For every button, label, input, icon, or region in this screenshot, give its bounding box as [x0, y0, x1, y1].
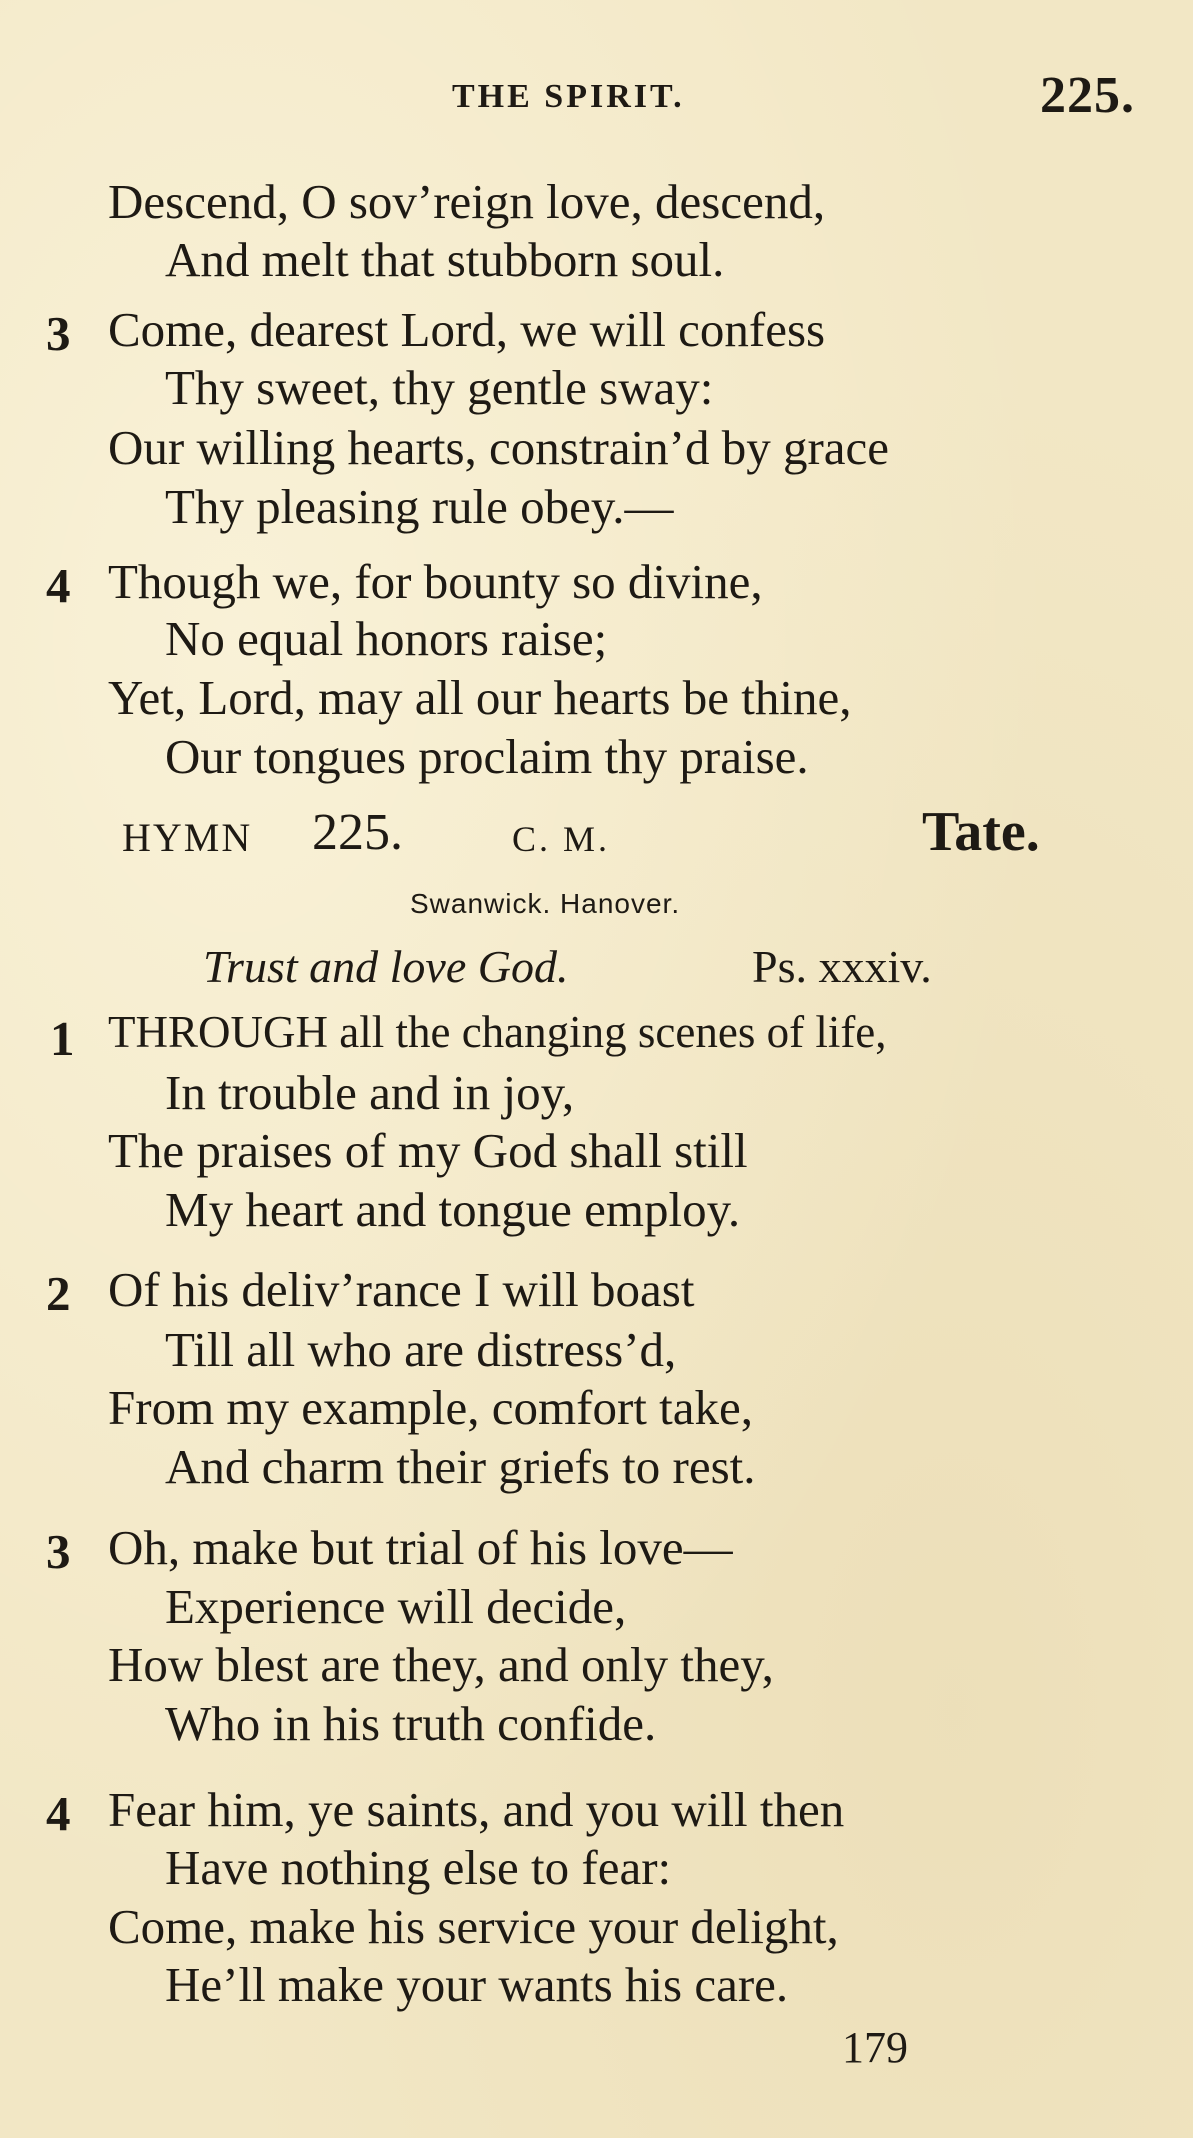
hymn-label: HYMN	[122, 815, 253, 860]
verse-line: How blest are they, and only they,	[108, 1637, 774, 1692]
stanza-number: 1	[50, 1011, 75, 1066]
verse-line: Descend, O sov’reign love, descend,	[108, 174, 826, 229]
verse-line: Though we, for bounty so divine,	[108, 554, 763, 609]
verse-line: Come, make his service your delight,	[108, 1899, 839, 1954]
stanza-number: 3	[46, 1524, 71, 1579]
signature-mark: 179	[842, 2023, 908, 2072]
stanza-number: 4	[46, 558, 71, 613]
verse-line: Experience will decide,	[165, 1579, 627, 1634]
verse-line: Oh, make but trial of his love—	[108, 1520, 733, 1575]
verse-line: And charm their griefs to rest.	[165, 1439, 756, 1494]
page-number: 225.	[1040, 67, 1135, 124]
verse-line: THROUGH all the changing scenes of life,	[108, 1007, 887, 1057]
verse-line: Our tongues proclaim thy praise.	[165, 729, 809, 784]
verse-line: No equal honors raise;	[165, 611, 608, 666]
verse-line: Till all who are distress’d,	[165, 1322, 677, 1377]
verse-line: Of his deliv’rance I will boast	[108, 1262, 695, 1317]
verse-line: Come, dearest Lord, we will confess	[108, 302, 826, 357]
verse-line: My heart and tongue employ.	[165, 1182, 741, 1237]
verse-line: Who in his truth confide.	[165, 1696, 657, 1751]
verse-line: Have nothing else to fear:	[165, 1840, 672, 1895]
verse-line: He’ll make your wants his care.	[165, 1957, 789, 2012]
tune-names: Swanwick. Hanover.	[410, 888, 681, 919]
verse-line: Yet, Lord, may all our hearts be thine,	[108, 670, 852, 725]
verse-line: The praises of my God shall still	[108, 1123, 748, 1178]
running-title: THE SPIRIT.	[452, 78, 685, 115]
stanza-number: 4	[46, 1786, 71, 1841]
verse-line: Thy sweet, thy gentle sway:	[165, 360, 714, 415]
verse-line: Thy pleasing rule obey.—	[165, 479, 674, 534]
hymn-author: Tate.	[922, 801, 1040, 863]
verse-line: From my example, comfort take,	[108, 1380, 753, 1435]
verse-line: Fear him, ye saints, and you will then	[108, 1782, 845, 1837]
psalm-reference: Ps. xxxiv.	[752, 941, 932, 992]
verse-line: Our willing hearts, constrain’d by grace	[108, 420, 890, 475]
hymn-subtitle: Trust and love God.	[203, 941, 569, 992]
stanza-number: 3	[46, 306, 71, 361]
hymn-number: 225.	[312, 804, 403, 861]
verse-line: And melt that stubborn soul.	[165, 232, 725, 287]
stanza-number: 2	[46, 1266, 71, 1321]
verse-line: In trouble and in joy,	[165, 1065, 575, 1120]
hymn-meter: C. M.	[512, 819, 611, 859]
